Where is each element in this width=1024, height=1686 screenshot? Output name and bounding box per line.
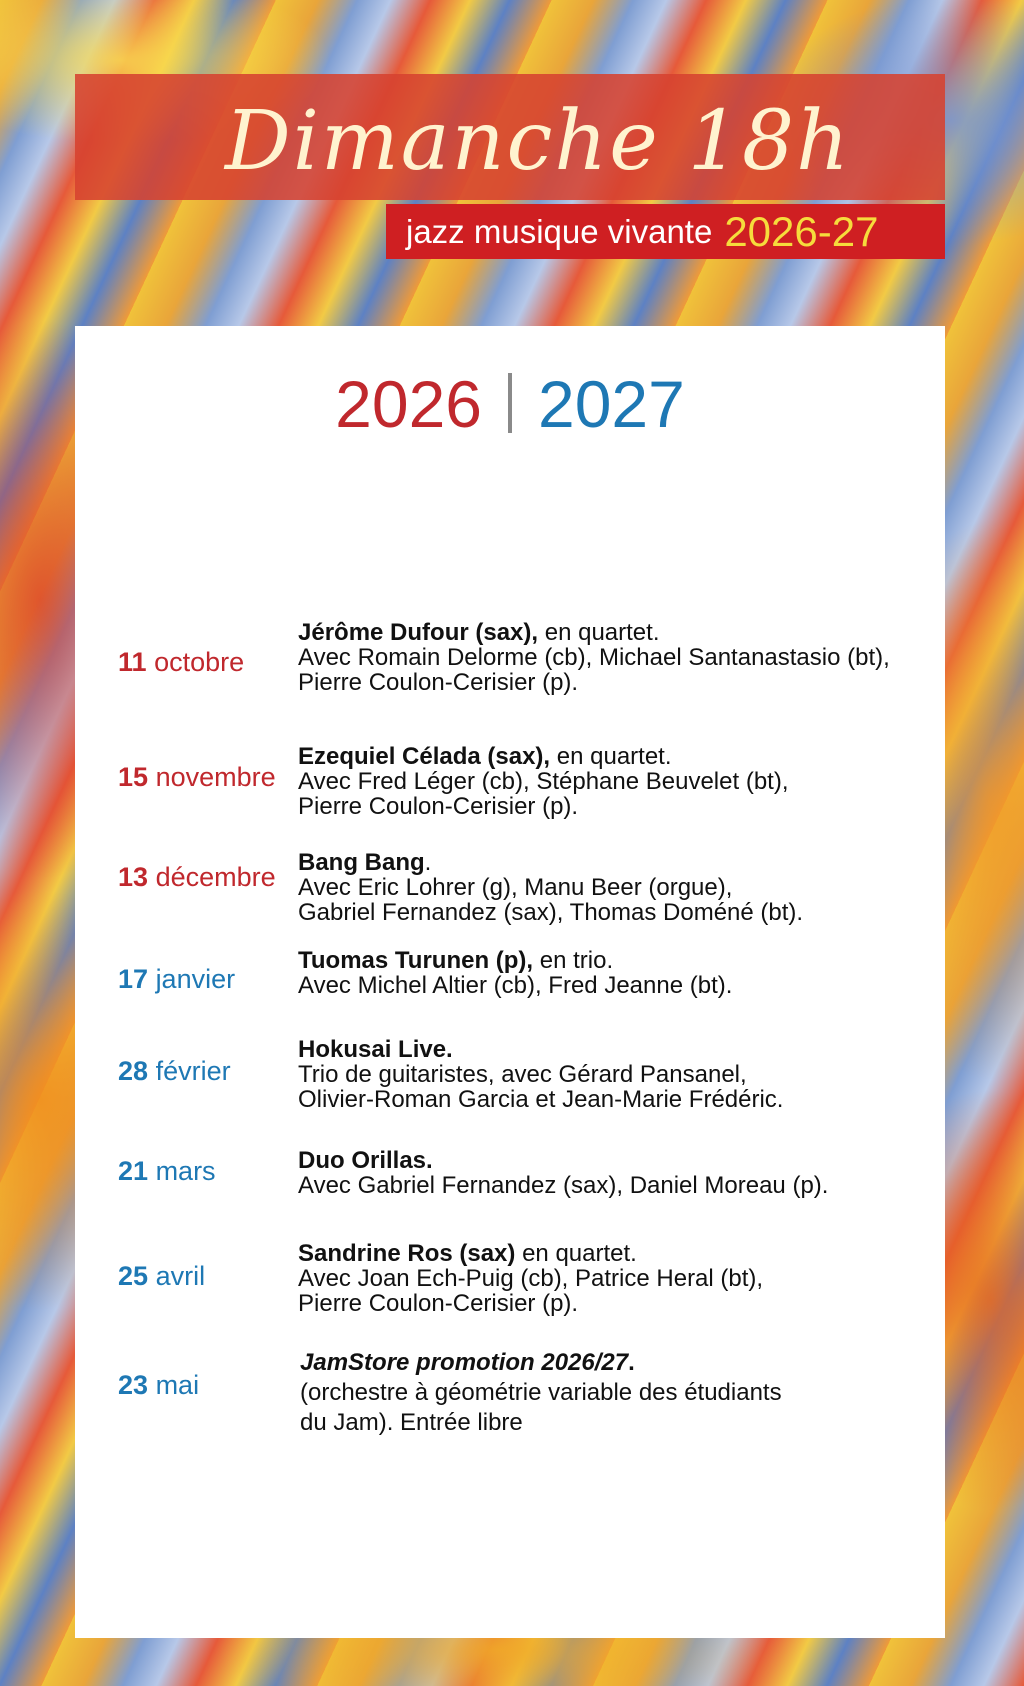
event-day: 21	[118, 1156, 149, 1186]
event-date	[118, 647, 244, 678]
event-day: 13	[118, 862, 149, 892]
event-date	[118, 1261, 205, 1292]
event-formation: .	[628, 1349, 635, 1376]
event-artist: Hokusai Live.	[298, 1036, 453, 1063]
page-title: Dimanche 18h	[225, 93, 851, 189]
event-line: du Jam). Entrée libre	[300, 1409, 523, 1436]
event-formation: .	[424, 849, 432, 876]
event-line: Avec Gabriel Fernandez (sax), Daniel Moreau (p).	[298, 1172, 829, 1199]
event-day: 23	[118, 1370, 149, 1400]
event-formation: en quartet.	[538, 619, 660, 646]
event-description	[298, 620, 938, 695]
event-artist: JamStore promotion 2026/27	[300, 1349, 629, 1376]
years-heading	[75, 366, 945, 442]
event-day: 17	[118, 964, 149, 994]
event-day: 25	[118, 1261, 149, 1291]
event-formation: en trio.	[533, 947, 614, 974]
event-date	[118, 1156, 216, 1187]
event-description	[300, 1348, 940, 1438]
event-line: Olivier-Roman Garcia et Jean-Marie Frédéric.	[298, 1086, 784, 1113]
event-month: mars	[155, 1156, 216, 1186]
event-description	[298, 850, 938, 925]
event-line: Avec Eric Lohrer (g), Manu Beer (orgue),	[298, 874, 733, 901]
event-month: janvier	[155, 964, 236, 994]
event-month: février	[155, 1056, 231, 1086]
year-first: 2026	[335, 367, 482, 441]
event-month: mai	[155, 1370, 200, 1400]
program-panel	[75, 326, 945, 1638]
event-description	[298, 1241, 938, 1316]
event-month: octobre	[154, 647, 245, 677]
event-date	[118, 762, 276, 793]
event-day: 28	[118, 1056, 149, 1086]
event-date	[118, 862, 276, 893]
event-line: Pierre Coulon-Cerisier (p).	[298, 793, 579, 820]
event-artist: Tuomas Turunen (p),	[298, 947, 534, 974]
event-day: 11	[118, 647, 147, 677]
title-banner	[75, 74, 945, 200]
event-line: Trio de guitaristes, avec Gérard Pansanel,	[298, 1061, 747, 1088]
event-line: Pierre Coulon-Cerisier (p).	[298, 1290, 579, 1317]
event-line: Avec Michel Altier (cb), Fred Jeanne (bt).	[298, 972, 733, 999]
event-line: Avec Fred Léger (cb), Stéphane Beuvelet (bt),	[298, 768, 789, 795]
event-line: Pierre Coulon-Cerisier (p).	[298, 669, 579, 696]
year-second: 2027	[538, 367, 685, 441]
event-date	[118, 1370, 199, 1401]
event-description	[298, 744, 938, 819]
event-description	[298, 948, 938, 998]
event-artist: Bang Bang	[298, 849, 425, 876]
subtitle-banner	[386, 204, 945, 259]
event-month: avril	[155, 1261, 206, 1291]
year-divider	[508, 373, 512, 433]
event-line: Avec Romain Delorme (cb), Michael Santanastasio (bt),	[298, 644, 890, 671]
event-date	[118, 1056, 231, 1087]
event-line: Gabriel Fernandez (sax), Thomas Doméné (bt).	[298, 899, 804, 926]
event-line: Avec Joan Ech-Puig (cb), Patrice Heral (bt),	[298, 1265, 764, 1292]
event-day: 15	[118, 762, 149, 792]
event-description	[298, 1148, 938, 1198]
event-formation: en quartet.	[515, 1240, 637, 1267]
event-artist: Duo Orillas.	[298, 1147, 433, 1174]
event-month: décembre	[155, 862, 276, 892]
subtitle: jazz musique vivante	[406, 212, 713, 250]
event-line: (orchestre à géométrie variable des étudiants	[300, 1379, 782, 1406]
season-label: 2026-27	[724, 207, 879, 255]
event-artist: Ezequiel Célada (sax),	[298, 743, 551, 770]
event-artist: Jérôme Dufour (sax),	[298, 619, 539, 646]
event-formation: en quartet.	[550, 743, 672, 770]
event-month: novembre	[155, 762, 276, 792]
event-artist: Sandrine Ros (sax)	[298, 1240, 516, 1267]
event-description	[298, 1037, 938, 1112]
event-date	[118, 964, 235, 995]
